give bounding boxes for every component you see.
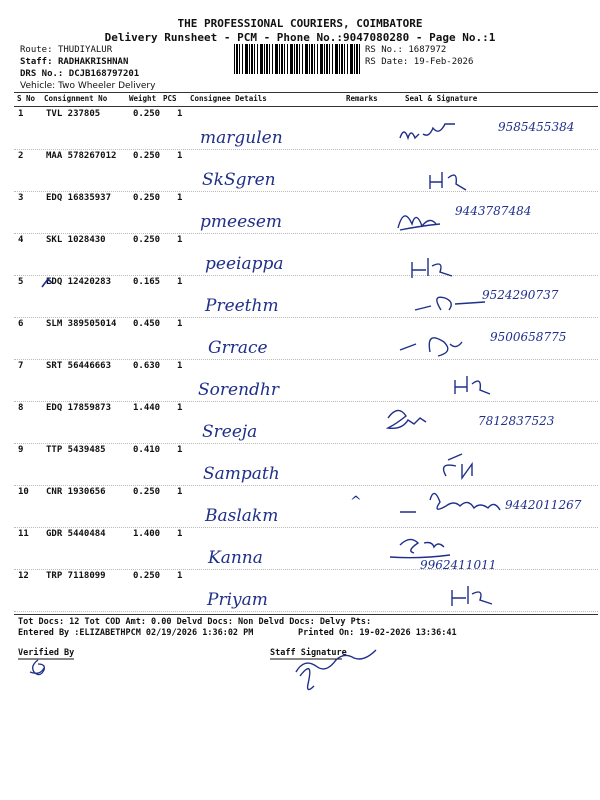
consignee-handwritten: margulen <box>200 128 283 148</box>
col-consignment: Consignment No <box>44 94 108 103</box>
consignee-handwritten: Kanna <box>208 548 263 568</box>
signature-stroke <box>388 410 426 428</box>
pieces-count: 1 <box>177 361 183 371</box>
pieces-count: 1 <box>177 403 183 413</box>
vehicle-value: Two Wheeler Delivery <box>58 81 156 91</box>
weight-value: 0.630 <box>133 361 161 371</box>
consignment-no: SRT 56446663 <box>46 361 112 371</box>
runsheet-subtitle: Delivery Runsheet - PCM - Phone No.:9047080280 - Page No.:1 <box>104 31 496 44</box>
pieces-count: 1 <box>177 445 183 455</box>
col-pcs: PCS <box>163 94 177 103</box>
col-sno: S No <box>17 94 36 103</box>
staff-label: Staff: <box>20 57 53 67</box>
rs-date-value: 19-Feb-2026 <box>413 57 474 67</box>
signature-stroke <box>444 454 472 478</box>
weight-value: 0.250 <box>133 151 161 161</box>
serial-no: 6 <box>18 319 24 329</box>
pieces-count: 1 <box>177 277 183 287</box>
consignment-no: GDR 5440484 <box>46 529 106 539</box>
signature-stroke <box>400 493 500 512</box>
phone-handwritten: 9524290737 <box>482 288 559 302</box>
consignee-handwritten: Sorendhr <box>198 380 279 400</box>
consignee-handwritten: Priyam <box>207 590 268 610</box>
col-remarks: Remarks <box>346 94 378 103</box>
phone-handwritten: 9442011267 <box>505 498 582 512</box>
consignment-no: EDQ 17859873 <box>46 403 112 413</box>
serial-no: 3 <box>18 193 24 203</box>
pieces-count: 1 <box>177 529 183 539</box>
pieces-count: 1 <box>177 109 183 119</box>
remark-mark: ^ <box>350 494 362 510</box>
serial-no: 4 <box>18 235 24 245</box>
phone-handwritten: 7812837523 <box>478 414 555 428</box>
signature-stroke <box>430 172 466 190</box>
weight-value: 0.250 <box>133 109 161 119</box>
weight-value: 1.400 <box>133 529 161 539</box>
consignment-no: SKL 1028430 <box>46 235 106 245</box>
pieces-count: 1 <box>177 151 183 161</box>
staff-value: RADHAKRISHNAN <box>57 57 129 67</box>
phone-handwritten: 9585455384 <box>498 120 575 134</box>
serial-no: 7 <box>18 361 24 371</box>
signature-stroke <box>390 539 450 557</box>
tick-mark <box>42 279 52 287</box>
signature-stroke <box>455 376 490 394</box>
weight-value: 0.165 <box>133 277 161 287</box>
signature-stroke <box>452 586 492 606</box>
signature-stroke <box>400 124 455 138</box>
phone-handwritten: 9500658775 <box>490 330 567 344</box>
serial-no: 12 <box>18 571 29 581</box>
consignment-no: EDQ 16835937 <box>46 193 112 203</box>
weight-value: 0.450 <box>133 319 161 329</box>
route-value: THUDIYALUR <box>57 45 113 55</box>
entered-by: Entered By :ELIZABETHPCM 02/19/2026 1:36:02 PM <box>18 628 254 638</box>
consignment-no: SLM 389505014 <box>46 319 117 329</box>
serial-no: 5 <box>18 277 24 287</box>
consignee-handwritten: Baslakm <box>205 506 279 526</box>
weight-value: 0.250 <box>133 487 161 497</box>
signature-stroke <box>398 216 440 230</box>
weight-value: 0.410 <box>133 445 161 455</box>
phone-handwritten: 9962411011 <box>420 558 497 572</box>
drs-label: DRS No.: <box>20 69 64 79</box>
pieces-count: 1 <box>177 319 183 329</box>
consignment-no: TRP 7118099 <box>46 571 106 581</box>
serial-no: 1 <box>18 109 24 119</box>
signature-stroke <box>415 297 485 310</box>
vehicle-label: Vehicle: <box>20 81 56 91</box>
consignment-no: EDQ 12420283 <box>46 277 112 287</box>
rs-no-label: RS No.: <box>365 45 403 55</box>
serial-no: 11 <box>18 529 29 539</box>
serial-no: 8 <box>18 403 24 413</box>
serial-no: 10 <box>18 487 29 497</box>
weight-value: 0.250 <box>133 193 161 203</box>
consignee-handwritten: SkSgren <box>202 170 276 190</box>
consignee-handwritten: Preethm <box>205 296 279 316</box>
pieces-count: 1 <box>177 235 183 245</box>
consignee-handwritten: Sampath <box>203 464 280 484</box>
consignment-no: CNR 1930656 <box>46 487 106 497</box>
consignment-no: MAA 578267012 <box>46 151 117 161</box>
consignment-no: TTP 5439485 <box>46 445 106 455</box>
serial-no: 2 <box>18 151 24 161</box>
printed-on: Printed On: 19-02-2026 13:36:41 <box>298 628 457 638</box>
company-title: THE PROFESSIONAL COURIERS, COIMBATORE <box>177 17 423 30</box>
rs-no-value: 1687972 <box>408 45 447 55</box>
serial-no: 9 <box>18 445 24 455</box>
staff-signature-label: Staff Signature <box>270 648 347 658</box>
signature-stroke <box>412 258 452 278</box>
verified-by-label: Verified By <box>18 648 75 658</box>
drs-value: DCJB168797201 <box>68 69 140 79</box>
rs-date-label: RS Date: <box>365 57 409 67</box>
signature-stroke <box>400 338 462 356</box>
phone-handwritten: 9443787484 <box>455 204 532 218</box>
route-label: Route: <box>20 45 53 55</box>
weight-value: 0.250 <box>133 571 161 581</box>
pieces-count: 1 <box>177 571 183 581</box>
consignee-handwritten: pmeesem <box>200 212 283 232</box>
consignee-handwritten: Sreeja <box>202 422 258 442</box>
pieces-count: 1 <box>177 487 183 497</box>
weight-value: 0.250 <box>133 235 161 245</box>
consignment-no: TVL 237805 <box>46 109 101 119</box>
col-consignee: Consignee Details <box>190 94 267 103</box>
col-weight: Weight <box>129 94 157 103</box>
consignee-handwritten: peeiappa <box>205 254 284 274</box>
totals-line: Tot Docs: 12 Tot COD Amt: 0.00 Delvd Docs: Non Delvd Docs: Delvy Pts: <box>18 617 372 627</box>
weight-value: 1.440 <box>133 403 161 413</box>
pieces-count: 1 <box>177 193 183 203</box>
consignee-handwritten: Grrace <box>208 338 268 358</box>
col-seal: Seal & Signature <box>405 94 478 103</box>
